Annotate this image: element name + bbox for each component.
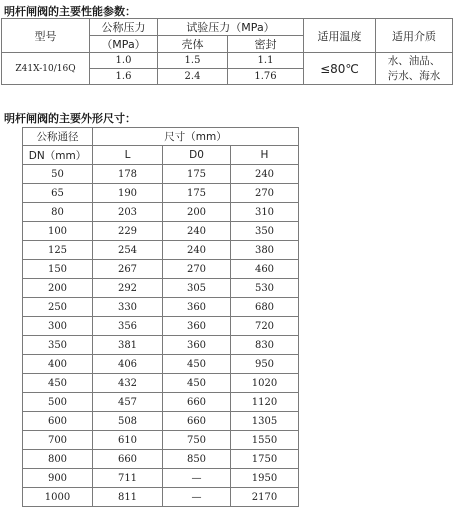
dn-cell: 100 <box>23 222 93 241</box>
h-cell: 310 <box>231 203 299 222</box>
d0-cell: 450 <box>163 374 231 393</box>
table-row <box>23 412 299 431</box>
dn-cell: 80 <box>23 203 93 222</box>
dn-cell: 300 <box>23 317 93 336</box>
table-row <box>23 336 299 355</box>
h-cell: 680 <box>231 298 299 317</box>
l-cell: 292 <box>93 279 163 298</box>
d0-cell: 660 <box>163 412 231 431</box>
col-temperature-header: 适用温度 <box>304 19 376 53</box>
col-nominal-pressure-header: 公称压力 <box>90 19 158 36</box>
l-cell: 267 <box>93 260 163 279</box>
h-cell: 530 <box>231 279 299 298</box>
table-row <box>23 279 299 298</box>
h-cell: 460 <box>231 260 299 279</box>
col-media-header: 适用介质 <box>376 19 453 53</box>
table-row <box>23 469 299 488</box>
l-cell: 406 <box>93 355 163 374</box>
h-cell: 1120 <box>231 393 299 412</box>
h-cell: 240 <box>231 165 299 184</box>
h-cell: 1020 <box>231 374 299 393</box>
table-row <box>23 317 299 336</box>
l-cell: 432 <box>93 374 163 393</box>
dn-cell: 250 <box>23 298 93 317</box>
l-cell: 178 <box>93 165 163 184</box>
col-model-header: 型号 <box>2 19 90 53</box>
d0-cell: 750 <box>163 431 231 450</box>
h-cell: 720 <box>231 317 299 336</box>
dn-cell: 200 <box>23 279 93 298</box>
l-cell: 330 <box>93 298 163 317</box>
d0-cell: — <box>163 488 231 507</box>
shell-cell: 1.5 <box>158 53 228 69</box>
shell-cell: 2.4 <box>158 69 228 85</box>
d0-cell: 450 <box>163 355 231 374</box>
d0-cell: 175 <box>163 165 231 184</box>
h-cell: 2170 <box>231 488 299 507</box>
temperature-cell: ≤80℃ <box>304 53 376 85</box>
model-cell: Z41X-10/16Q <box>2 53 90 85</box>
pn-cell: 1.6 <box>90 69 158 85</box>
d0-cell: 200 <box>163 203 231 222</box>
l-cell: 711 <box>93 469 163 488</box>
dimensions-heading: 明杆闸阀的主要外形尺寸： <box>4 112 136 125</box>
table-row <box>23 298 299 317</box>
col-size-header: 尺寸（mm） <box>93 128 299 146</box>
l-cell: 811 <box>93 488 163 507</box>
d0-cell: 660 <box>163 393 231 412</box>
table-row <box>23 393 299 412</box>
table-row <box>23 374 299 393</box>
h-cell: 830 <box>231 336 299 355</box>
d0-cell: 240 <box>163 241 231 260</box>
col-shell-header: 壳体 <box>158 36 228 53</box>
col-seal-header: 密封 <box>228 36 304 53</box>
media-cell <box>376 53 453 85</box>
h-cell: 950 <box>231 355 299 374</box>
l-cell: 229 <box>93 222 163 241</box>
dn-cell: 150 <box>23 260 93 279</box>
table-row <box>23 165 299 184</box>
table-row <box>23 203 299 222</box>
performance-table <box>1 18 453 85</box>
d0-cell: 175 <box>163 184 231 203</box>
l-cell: 203 <box>93 203 163 222</box>
table-row <box>23 450 299 469</box>
h-cell: 1305 <box>231 412 299 431</box>
table-row <box>23 488 299 507</box>
h-cell: 380 <box>231 241 299 260</box>
table-row <box>23 431 299 450</box>
seal-cell: 1.76 <box>228 69 304 85</box>
dn-cell: 700 <box>23 431 93 450</box>
dn-cell: 350 <box>23 336 93 355</box>
col-h-header: H <box>231 146 299 165</box>
dn-cell: 125 <box>23 241 93 260</box>
d0-cell: 305 <box>163 279 231 298</box>
h-cell: 270 <box>231 184 299 203</box>
dn-cell: 800 <box>23 450 93 469</box>
dn-cell: 900 <box>23 469 93 488</box>
dn-cell: 600 <box>23 412 93 431</box>
dimensions-table <box>22 127 299 507</box>
col-l-header: L <box>93 146 163 165</box>
d0-cell: 240 <box>163 222 231 241</box>
l-cell: 381 <box>93 336 163 355</box>
performance-heading: 明杆闸阀的主要性能参数： <box>4 5 136 18</box>
table-row <box>23 241 299 260</box>
d0-cell: 360 <box>163 336 231 355</box>
d0-cell: 850 <box>163 450 231 469</box>
h-cell: 1750 <box>231 450 299 469</box>
dn-cell: 400 <box>23 355 93 374</box>
col-d0-header: D0 <box>163 146 231 165</box>
col-nominal-pressure-unit: （MPa） <box>90 36 158 53</box>
dn-cell: 50 <box>23 165 93 184</box>
l-cell: 508 <box>93 412 163 431</box>
table-row <box>23 355 299 374</box>
seal-cell: 1.1 <box>228 53 304 69</box>
col-dn-unit: DN（mm） <box>23 146 93 165</box>
dn-cell: 450 <box>23 374 93 393</box>
dn-cell: 1000 <box>23 488 93 507</box>
dn-cell: 65 <box>23 184 93 203</box>
table-row <box>23 184 299 203</box>
dimensions-body <box>23 165 299 507</box>
d0-cell: 270 <box>163 260 231 279</box>
l-cell: 254 <box>93 241 163 260</box>
media-line-2: 污水、海水 <box>387 69 441 82</box>
h-cell: 1550 <box>231 431 299 450</box>
l-cell: 660 <box>93 450 163 469</box>
l-cell: 610 <box>93 431 163 450</box>
l-cell: 457 <box>93 393 163 412</box>
d0-cell: — <box>163 469 231 488</box>
h-cell: 1950 <box>231 469 299 488</box>
table-row <box>23 260 299 279</box>
l-cell: 356 <box>93 317 163 336</box>
pn-cell: 1.0 <box>90 53 158 69</box>
col-dn-header: 公称通径 <box>23 128 93 146</box>
d0-cell: 360 <box>163 298 231 317</box>
dn-cell: 500 <box>23 393 93 412</box>
table-row <box>23 222 299 241</box>
l-cell: 190 <box>93 184 163 203</box>
col-test-pressure-header: 试验压力（MPa） <box>158 19 304 36</box>
h-cell: 350 <box>231 222 299 241</box>
d0-cell: 360 <box>163 317 231 336</box>
media-line-1: 水、油品、 <box>387 54 441 67</box>
